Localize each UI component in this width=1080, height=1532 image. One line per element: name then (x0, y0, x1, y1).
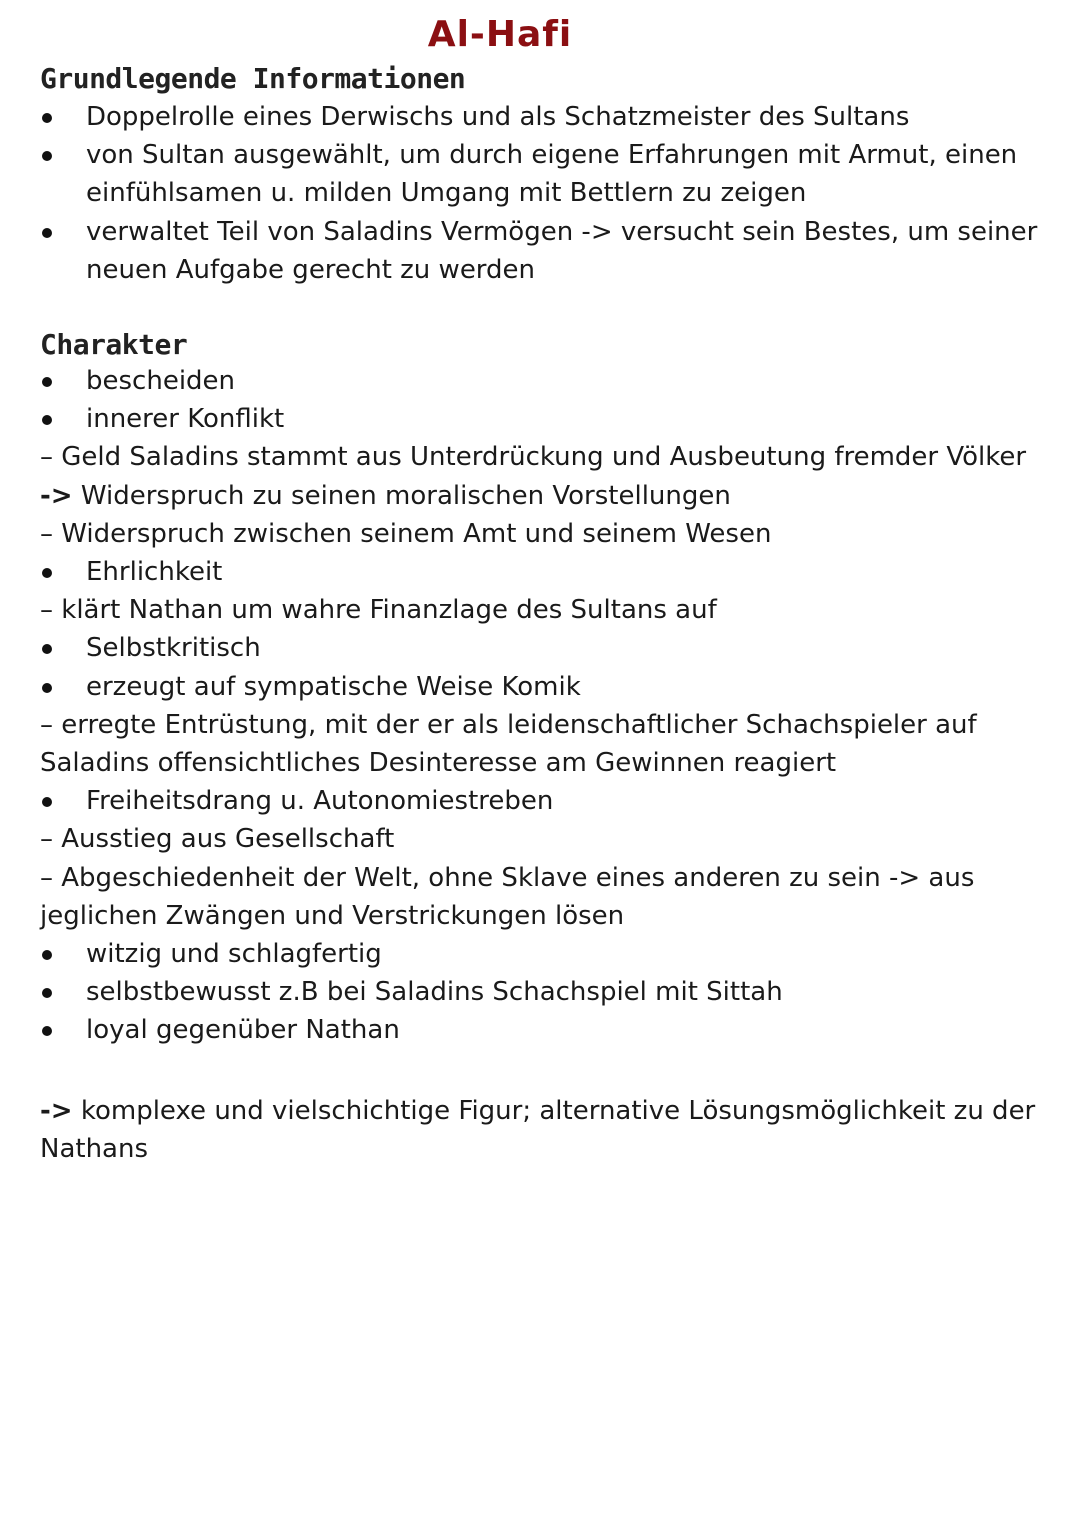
list-item: innerer Konflikt (40, 400, 1040, 438)
list-item: Selbstkritisch (40, 629, 1040, 667)
detail-line: – erregte Entrüstung, mit der er als leidenschaftlicher Schachspieler auf Saladins offensichtliches Desinteresse am Gewinnen reagiert (40, 709, 977, 779)
detail-line: – Ausstieg aus Gesellschaft (40, 824, 395, 855)
basic-info-list (40, 98, 1040, 289)
list-item: bescheiden (40, 362, 1040, 400)
list-item: von Sultan ausgewählt, um durch eigene Erfahrungen mit Armut, einen einfühlsamen u. milden Umgang mit Bettlern zu zeigen (40, 136, 1040, 212)
conclusion (40, 1092, 1040, 1168)
list-item: Ehrlichkeit (40, 553, 1040, 591)
conclusion-text: komplexe und vielschichtige Figur; alternative Lösungsmöglichkeit zu der Nathans (40, 1096, 1036, 1165)
arrow-prefix: -> (40, 480, 73, 511)
list-item: selbstbewusst z.B bei Saladins Schachspiel mit Sittah (40, 973, 1040, 1011)
arrow-prefix: -> (40, 1096, 73, 1126)
list-item: Freiheitsdrang u. Autonomiestreben (40, 782, 1040, 820)
section-heading-character: Charakter (40, 328, 188, 361)
detail-line: – Abgeschiedenheit der Welt, ohne Sklave eines anderen zu sein -> aus jeglichen Zwängen und Verstrickungen lösen (40, 862, 975, 931)
page-title: Al-Hafi (427, 14, 573, 55)
section-heading-basic-info: Grundlegende Informationen (40, 62, 466, 95)
character-list (40, 362, 1040, 1050)
detail-line: – klärt Nathan um wahre Finanzlage des Sultans auf (40, 595, 717, 626)
detail-text: Widerspruch zu seinen moralischen Vorstellungen (72, 480, 731, 511)
list-item: loyal gegenüber Nathan (40, 1011, 1040, 1049)
detail-line: – Geld Saladins stammt aus Unterdrückung und Ausbeutung fremder Völker (40, 442, 1027, 473)
detail-line (40, 477, 1040, 515)
list-item: Doppelrolle eines Derwischs und als Schatzmeister des Sultans (40, 98, 1040, 136)
list-item: witzig und schlagfertig (40, 935, 1040, 973)
detail-line: – Widerspruch zwischen seinem Amt und seinem Wesen (40, 518, 772, 549)
list-item: erzeugt auf sympatische Weise Komik (40, 668, 1040, 706)
list-item: verwaltet Teil von Saladins Vermögen -> versucht sein Bestes, um seiner neuen Aufgabe gerecht zu werden (40, 213, 1040, 289)
